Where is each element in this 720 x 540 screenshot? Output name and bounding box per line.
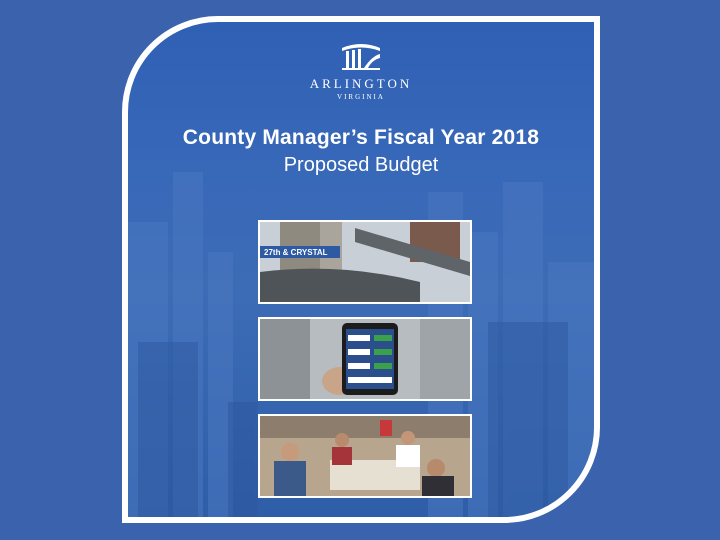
- budget-cover: [122, 16, 600, 523]
- photo-mobile-app: [258, 317, 472, 401]
- title-line-1: County Manager’s Fiscal Year 2018: [182, 126, 540, 149]
- title-line-2: Proposed Budget: [283, 154, 439, 176]
- arlington-emblem-icon: [338, 42, 384, 72]
- photo-transit-station: [258, 220, 472, 304]
- logo-name: ARLINGTON: [309, 76, 413, 91]
- photo-community-meeting: [258, 414, 472, 498]
- arlington-logo: [128, 42, 594, 101]
- cover-title: [128, 126, 594, 177]
- logo-subtitle: VIRGINIA: [337, 93, 385, 101]
- station-sign-text: 27th & CRYSTAL: [264, 248, 328, 257]
